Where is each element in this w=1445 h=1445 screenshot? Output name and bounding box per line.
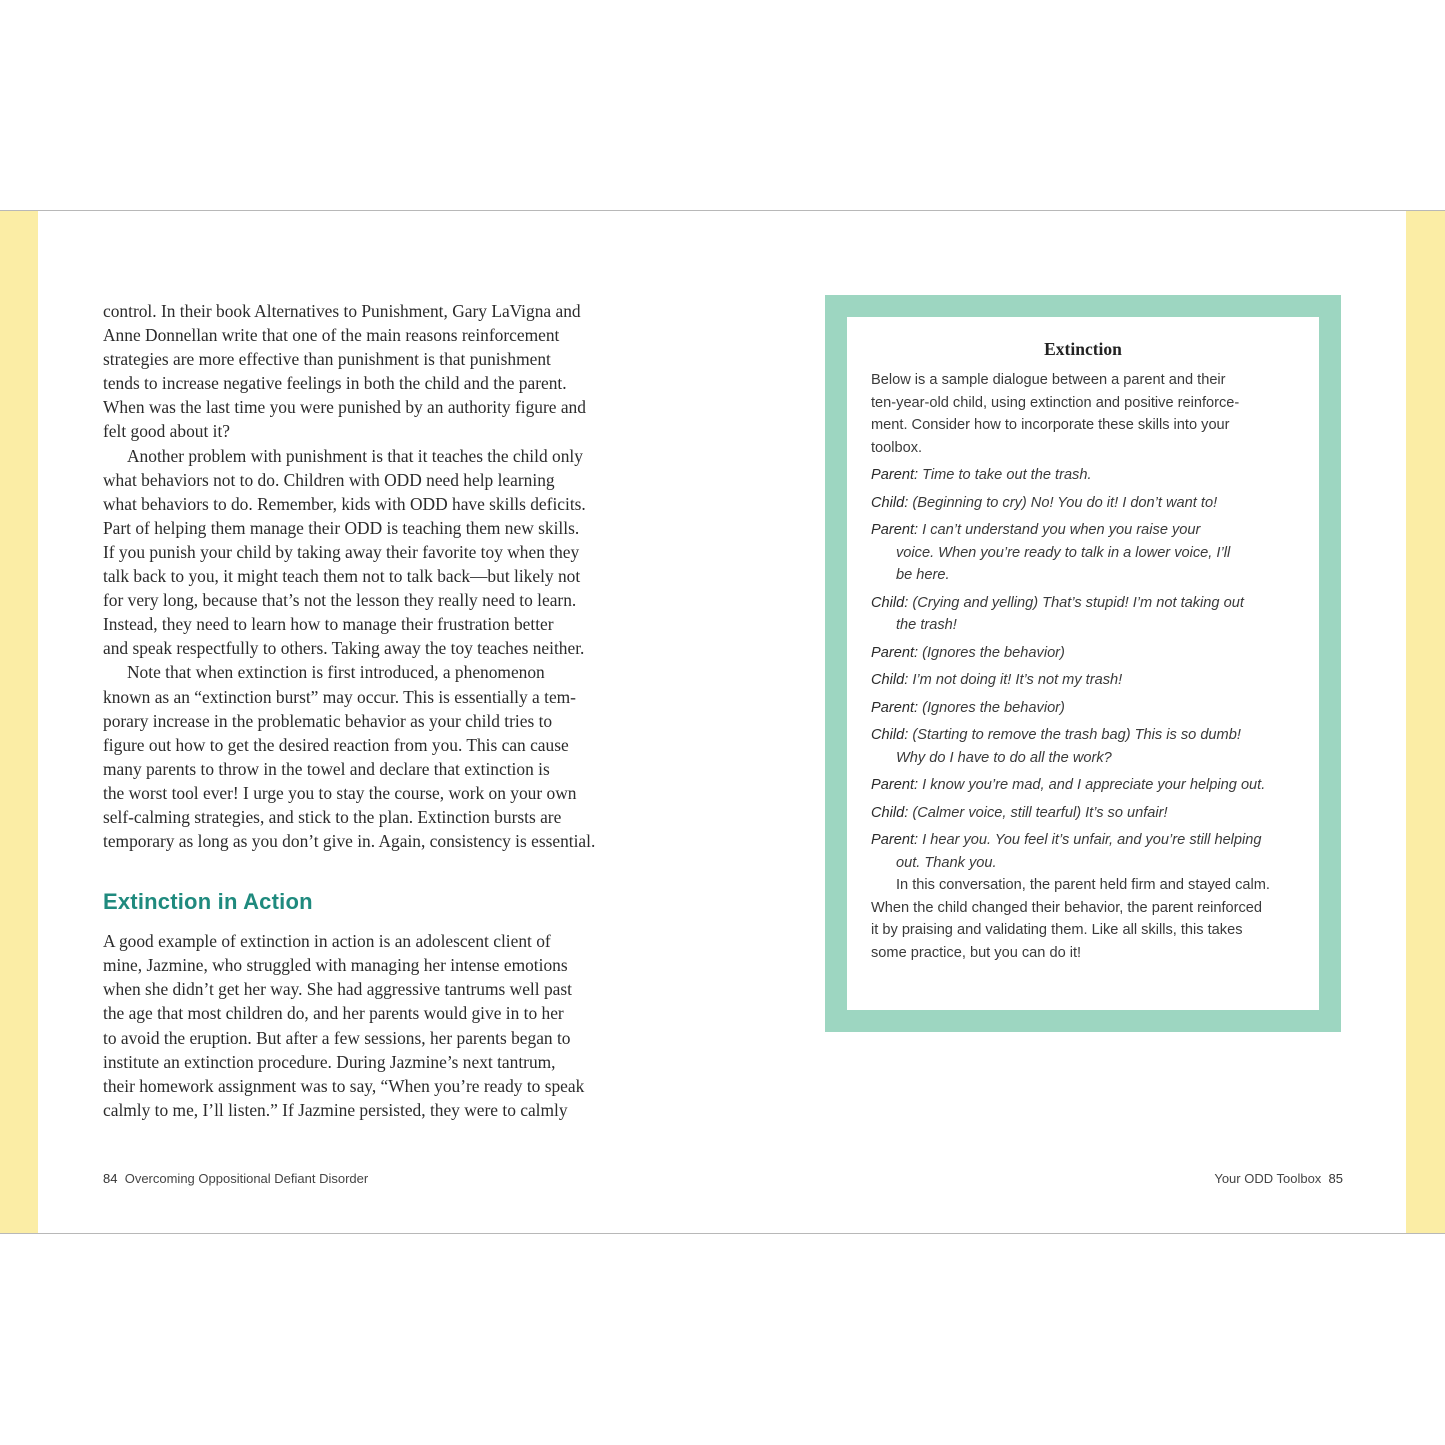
text-line: When the child changed their behavior, the parent reinforced xyxy=(871,899,1263,916)
dialogue-text: (Ignores the behavior) xyxy=(922,644,1065,661)
text-line: ment. Consider how to incorporate these skills into your xyxy=(871,417,1230,433)
speaker-label: Child: xyxy=(871,727,909,743)
footer-left xyxy=(103,1171,368,1186)
page-edge-left xyxy=(0,211,38,1233)
box-title: Extinction xyxy=(1044,339,1122,359)
speaker-label: Parent: xyxy=(871,522,919,538)
text-line: ten-year-old child, using extinction and positive reinforce- xyxy=(871,394,1240,411)
left-page-body xyxy=(103,299,623,1122)
text-line: Anne Donnellan write that one of the main reasons reinforcement xyxy=(103,325,560,346)
dialogue-text: I know you’re mad, and I appreciate your helping out. xyxy=(922,777,1266,793)
text-line: many parents to throw in the towel and declare that extinction is xyxy=(103,758,550,779)
text-line: tends to increase negative feelings in both the child and the parent. xyxy=(103,373,567,394)
page-number: 85 xyxy=(1328,1171,1343,1186)
footer-right xyxy=(1214,1171,1343,1186)
text-line: mine, Jazmine, who struggled with managing her intense emotions xyxy=(103,955,568,976)
text-line: some practice, but you can do it! xyxy=(871,944,1082,961)
dialogue-text: (Starting to remove the trash bag) This is so dumb! xyxy=(912,727,1241,743)
dialogue-line xyxy=(871,774,1295,797)
text-line: A good example of extinction in action is an adolescent client of xyxy=(103,931,551,952)
dialogue-text: voice. When you’re ready to talk in a lower voice, I’ll xyxy=(896,544,1231,561)
paragraph-1 xyxy=(103,299,623,444)
speaker-label: Parent: xyxy=(871,467,919,483)
text-line: figure out how to get the desired reaction from you. This can cause xyxy=(103,734,569,755)
text-line: it by praising and validating them. Like all skills, this takes xyxy=(871,922,1243,938)
text-line: to avoid the eruption. But after a few sessions, her parents began to xyxy=(103,1027,571,1048)
dialogue-text: I can’t understand you when you raise your xyxy=(922,522,1201,538)
dialogue-line xyxy=(871,642,1295,665)
dialogue-line xyxy=(871,829,1295,874)
speaker-label: Parent: xyxy=(871,777,919,793)
text-line: known as an “extinction burst” may occur. This is essentially a tem- xyxy=(103,686,576,707)
dialogue-line xyxy=(871,492,1295,515)
dialogue-text: Why do I have to do all the work? xyxy=(896,749,1112,766)
text-line: calmly to me, I’ll listen.” If Jazmine persisted, they were to calmly xyxy=(103,1099,568,1120)
text-line: when she didn’t get her way. She had aggressive tantrums well past xyxy=(103,979,572,1000)
dialogue-line xyxy=(871,519,1295,587)
speaker-label: Child: xyxy=(871,494,909,511)
text-line: what behaviors to do. Remember, kids with ODD have skills deficits. xyxy=(103,493,586,514)
speaker-label: Child: xyxy=(871,804,909,821)
text-line: When was the last time you were punished by an authority figure and xyxy=(103,397,586,418)
dialogue-line xyxy=(871,464,1295,487)
sidebar-box xyxy=(825,295,1341,1032)
text-line: the age that most children do, and her parents would give in to her xyxy=(103,1003,564,1024)
text-line: porary increase in the problematic behavior as your child tries to xyxy=(103,710,553,731)
speaker-label: Parent: xyxy=(871,644,919,661)
text-line: Below is a sample dialogue between a parent and their xyxy=(871,372,1226,388)
box-outro xyxy=(871,874,1295,964)
text-line: Part of helping them manage their ODD is teaching them new skills. xyxy=(103,517,580,538)
paragraph-4 xyxy=(103,929,623,1122)
dialogue-text: (Ignores the behavior) xyxy=(922,699,1065,716)
page-number: 84 xyxy=(103,1171,118,1186)
dialogue-text: be here. xyxy=(896,567,950,583)
text-line: If you punish your child by taking away their favorite toy when they xyxy=(103,541,580,562)
text-line: Note that when extinction is first introduced, a phenomenon xyxy=(127,662,545,683)
text-line: Instead, they need to learn how to manage their frustration better xyxy=(103,614,554,635)
section-heading: Extinction in Action xyxy=(103,889,313,915)
text-line: talk back to you, it might teach them not to talk back—but likely not xyxy=(103,566,581,587)
text-line: Another problem with punishment is that it teaches the child only xyxy=(127,445,583,466)
text-line: strategies are more effective than punishment is that punishment xyxy=(103,349,551,370)
dialogue-line xyxy=(871,592,1295,637)
sidebar-box-content xyxy=(847,317,1319,1010)
dialogue-line xyxy=(871,697,1295,720)
dialogue-text: the trash! xyxy=(896,617,957,633)
text-line: institute an extinction procedure. During Jazmine’s next tantrum, xyxy=(103,1051,556,1072)
speaker-label: Parent: xyxy=(871,699,919,716)
dialogue-text: Time to take out the trash. xyxy=(922,467,1092,483)
text-line: self-calming strategies, and stick to the plan. Extinction bursts are xyxy=(103,806,562,827)
text-line: their homework assignment was to say, “When you’re ready to speak xyxy=(103,1075,585,1096)
text-line: felt good about it? xyxy=(103,421,231,442)
text-line: toolbox. xyxy=(871,439,923,456)
dialogue-text: (Beginning to cry) No! You do it! I don’t want to! xyxy=(912,494,1218,511)
text-line: the worst tool ever! I urge you to stay the course, work on your own xyxy=(103,782,577,803)
dialogue-line xyxy=(871,669,1295,692)
paragraph-3 xyxy=(103,660,623,853)
text-line: In this conversation, the parent held firm and stayed calm. xyxy=(896,877,1270,893)
dialogue-text: I hear you. You feel it’s unfair, and you’re still helping xyxy=(922,832,1262,848)
dialogue-line xyxy=(871,802,1295,825)
dialogue-line xyxy=(871,724,1295,769)
dialogue-text: I’m not doing it! It’s not my trash! xyxy=(912,672,1123,688)
text-line: temporary as long as you don’t give in. Again, consistency is essential. xyxy=(103,831,596,852)
dialogue-text: (Crying and yelling) That’s stupid! I’m not taking out xyxy=(912,594,1244,611)
running-title: Overcoming Oppositional Defiant Disorder xyxy=(124,1171,369,1186)
paragraph-2 xyxy=(103,444,623,661)
text-line: for very long, because that’s not the lesson they really need to learn. xyxy=(103,590,577,611)
running-title: Your ODD Toolbox xyxy=(1214,1171,1322,1186)
page-edge-right xyxy=(1406,211,1445,1233)
book-spread xyxy=(0,210,1445,1234)
text-line: what behaviors not to do. Children with ODD need help learning xyxy=(103,469,555,490)
speaker-label: Parent: xyxy=(871,832,919,848)
dialogue-text: out. Thank you. xyxy=(896,854,997,871)
text-line: and speak respectfully to others. Taking away the toy teaches neither. xyxy=(103,638,585,659)
dialogue-text: (Calmer voice, still tearful) It’s so unfair! xyxy=(912,804,1168,821)
text-line: control. In their book Alternatives to Punishment, Gary LaVigna and xyxy=(103,301,581,321)
box-intro xyxy=(871,369,1295,459)
speaker-label: Child: xyxy=(871,672,909,688)
speaker-label: Child: xyxy=(871,594,909,611)
